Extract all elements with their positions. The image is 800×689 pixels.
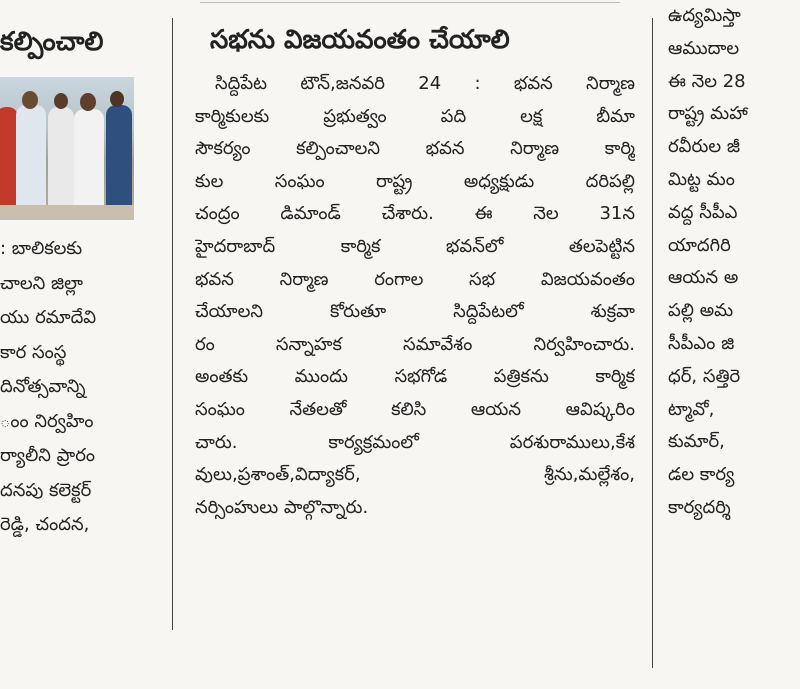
article-line: నర్సింహులు పాల్గొన్నారు. (195, 496, 369, 518)
center-article (195, 0, 635, 689)
right-article-line: ట్మావో, (668, 398, 715, 420)
right-article-line: పల్లి అమ (668, 300, 734, 322)
center-article-body (195, 68, 635, 524)
left-article-line: ంం నిర్వహిం (0, 410, 94, 432)
article-line: వులు,ప్రశాంత్,విద్యాకర్, శ్రీను,మల్లేశం, (195, 464, 635, 486)
article-line: కార్మికులకు ప్రభుత్వం పది లక్ష బీమా (195, 105, 635, 127)
right-article-line: ఉద్యమిస్తా (668, 5, 741, 26)
article-line: చారు. కార్యక్రమంలో పరశురాములు,కేశ (195, 431, 635, 453)
left-article-line: రెడ్డి, చందన, (0, 514, 90, 535)
right-article-line: డల కార్య (668, 464, 735, 486)
right-article-line: కార్యదర్శి (668, 496, 731, 518)
article-line: కుల సంఘం రాష్ట్ర అధ్యక్షుడు దరిపల్లి (195, 170, 635, 192)
right-article-body (668, 0, 800, 525)
column-divider-left (172, 18, 173, 630)
left-article-body (0, 232, 168, 543)
left-article-fragment (0, 0, 170, 689)
article-line: చంద్రం డిమాండ్ చేశారు. ఈ నెల 31న (195, 203, 635, 225)
left-article-line: చాలని జిల్లా (0, 272, 83, 294)
article-line: సౌకర్యం కల్పించాలని భవన నిర్మాణ కార్మి (195, 138, 635, 160)
article-line: భవన నిర్మాణ రంగాల సభ విజయవంతం (195, 268, 635, 290)
right-article-line: ఆముదాల (668, 37, 740, 59)
right-article-line: కుమార్, (668, 431, 725, 453)
article-line: సంఘం నేతలతో కలిసి ఆయన ఆవిష్కరిం (195, 398, 635, 420)
column-divider-right (652, 18, 653, 668)
right-article-line: రాష్ట్ర మహా (668, 103, 748, 125)
left-article-line: : బాలికలకు (0, 238, 83, 259)
right-article-line: రవీరుల జీ (668, 136, 741, 158)
article-line: హైదరాబాద్ కార్మిక భవన్‌లో తలపెట్టిన (195, 235, 635, 257)
right-article-line: సీపీఎం జి (668, 332, 735, 354)
article-line: అంతకు ముందు సభగోడ పత్రికను కార్మిక (195, 366, 635, 388)
left-article-line: కార సంస్థ (0, 341, 67, 363)
left-article-headline: కల్పించాలి (0, 27, 104, 57)
right-article-line: ధర్, సత్తిరె (668, 365, 741, 387)
left-article-line: యు రమాదేవి (0, 307, 97, 328)
left-article-line: దినోత్సవాన్ని (0, 376, 86, 397)
rally-photo (0, 77, 134, 220)
right-article-line: యాదగిరి (668, 234, 731, 256)
right-article-line: ఆయన అ (668, 267, 739, 289)
article-line: చేయాలని కోరుతూ సిద్దిపేటలో శుక్రవా (195, 301, 635, 323)
article-line: రం సన్నాహక సమావేశం నిర్వహించారు. (195, 333, 635, 355)
center-article-headline: సభను విజయవంతం చేయాలి (210, 25, 510, 55)
left-article-line: దనపు కలెక్టర్ (0, 479, 92, 501)
right-article-fragment (668, 0, 800, 689)
right-article-line: ఈ నెల 28 (668, 70, 746, 92)
right-article-line: వద్ద సీపీఎ (668, 201, 738, 223)
dateline-line: సిద్దిపేట టౌన్,జనవరి 24 : భవన నిర్మాణ (215, 73, 635, 94)
right-article-line: మిట్ట మం (668, 168, 735, 190)
left-article-line: ర్యాలీని ప్రారం (0, 445, 96, 466)
